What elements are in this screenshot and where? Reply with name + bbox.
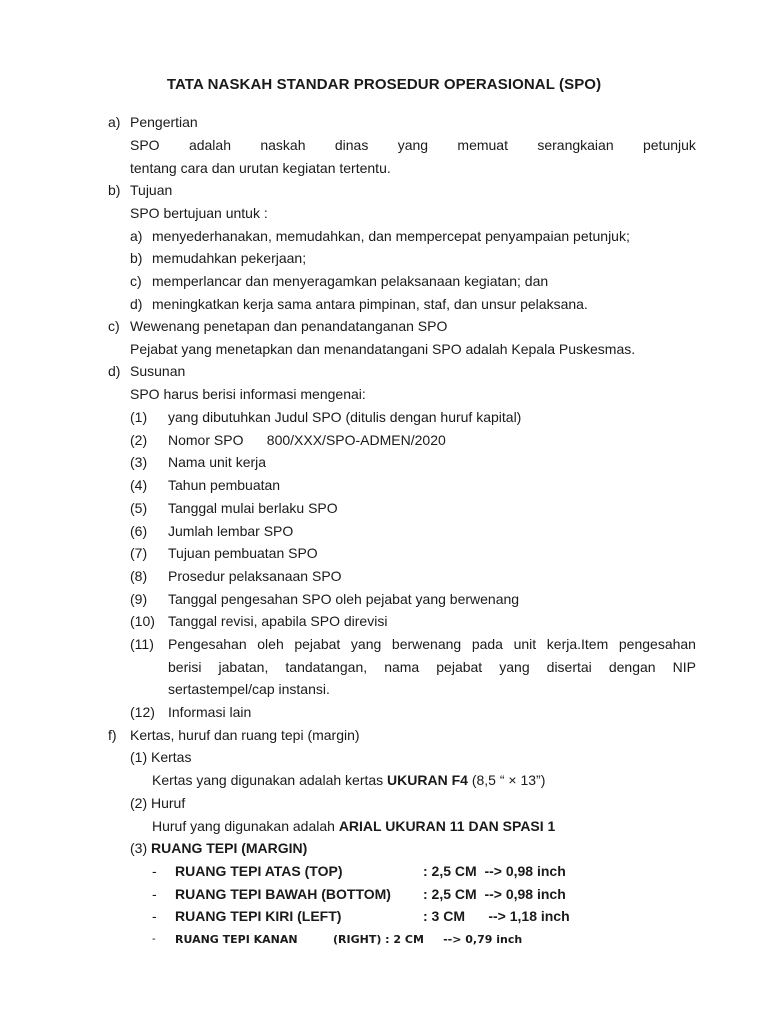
list-item-marker: (8) [130, 568, 148, 584]
word: pengesahan [618, 636, 696, 652]
word: unit [513, 636, 537, 652]
margin-value: (RIGHT) : 2 CM --> 0,79 inch [333, 933, 523, 946]
list-item-marker: (10) [130, 613, 155, 629]
list-item-text: Jumlah lembar SPO [168, 523, 294, 539]
font-spec: ARIAL UKURAN 11 DAN SPASI 1 [338, 818, 556, 834]
section-f-heading: Kertas, huruf dan ruang tepi (margin) [130, 727, 360, 743]
word: dinas [334, 137, 369, 153]
word: naskah [260, 137, 306, 153]
word: adalah [188, 137, 231, 153]
kertas-label: (1) Kertas [130, 749, 192, 765]
section-c-marker: c) [108, 318, 120, 334]
list-item-text: Tanggal mulai berlaku SPO [168, 500, 338, 516]
list-item-text: Tanggal revisi, apabila SPO direvisi [168, 613, 388, 629]
list-item-marker: (4) [130, 477, 148, 493]
list-item-text: meningkatkan kerja sama antara pimpinan, staf, dan unsur pelaksana. [152, 296, 588, 312]
section-c-text: Pejabat yang menetapkan dan menandatangani SPO adalah Kepala Puskesmas. [130, 341, 636, 357]
margin-value: : 2,5 CM --> 0,98 inch [423, 863, 566, 879]
text: (8,5 “ × 13”) [467, 772, 546, 788]
section-d-heading: Susunan [130, 363, 186, 379]
word: yang [350, 636, 382, 652]
kertas-text [152, 772, 545, 789]
section-c-heading: Wewenang penetapan dan penandatanganan SPO [130, 318, 448, 334]
list-item-text: Nomor SPO 800/XXX/SPO-ADMEN/2020 [168, 432, 446, 448]
word: memuat [457, 137, 508, 153]
word: pada [471, 636, 503, 652]
section-d-intro: SPO harus berisi informasi mengenai: [130, 386, 366, 402]
paper-size: UKURAN F4 [387, 772, 468, 788]
margin-name: RUANG TEPI KANAN [175, 933, 298, 946]
list-item-marker: c) [130, 273, 142, 289]
list-item-marker: (3) [130, 454, 148, 470]
list-item-text: Tanggal pengesahan SPO oleh pejabat yang berwenang [168, 591, 520, 607]
list-item-text: Nama unit kerja [168, 454, 267, 470]
text: (3) [130, 840, 151, 856]
list-item-marker: d) [130, 296, 143, 312]
word: jabatan, [218, 659, 269, 675]
list-item-text: Prosedur pelaksanaan SPO [168, 568, 342, 584]
section-f-marker: f) [108, 727, 117, 743]
word: pejabat [436, 659, 483, 675]
dash: - [152, 933, 156, 945]
ruang-label [130, 840, 307, 857]
list-item-marker: (6) [130, 523, 148, 539]
section-a-marker: a) [108, 114, 121, 130]
list-item-text: Tahun pembuatan [168, 477, 281, 493]
section-a-line1 [130, 137, 696, 154]
list-item-text: memudahkan pekerjaan; [152, 250, 307, 266]
word: nama [384, 659, 420, 675]
list-item-text: menyederhanakan, memudahkan, dan mempercepat penyampaian petunjuk; [152, 228, 630, 244]
list-item-marker: (11) [130, 636, 154, 652]
dash: - [152, 886, 157, 902]
word: dengan [608, 659, 656, 675]
section-b-marker: b) [108, 182, 121, 198]
huruf-text [152, 818, 555, 835]
word: Pengesahan [168, 636, 247, 652]
margin-name: RUANG TEPI BAWAH (BOTTOM) [175, 886, 391, 902]
text: Kertas yang digunakan adalah kertas [152, 772, 388, 788]
section-a-heading: Pengertian [130, 114, 198, 130]
section-d-marker: d) [108, 363, 121, 379]
list-item-marker: (9) [130, 591, 148, 607]
list-item-marker: (7) [130, 545, 148, 561]
page-title: TATA NASKAH STANDAR PROSEDUR OPERASIONAL (SPO) [166, 76, 602, 93]
word: pejabat [294, 636, 341, 652]
margin-name: RUANG TEPI KIRI (LEFT) [175, 908, 342, 924]
list-item-marker: (2) [130, 432, 148, 448]
word: disertai [546, 659, 592, 675]
word: yang [499, 659, 530, 675]
section-b-heading: Tujuan [130, 182, 173, 198]
word: yang [397, 137, 429, 153]
word: petunjuk [642, 137, 696, 153]
word: berwenang [391, 636, 462, 652]
list-item-marker: (12) [130, 704, 155, 720]
text: Huruf yang digunakan adalah [152, 818, 339, 834]
margin-value: : 3 CM --> 1,18 inch [423, 908, 570, 924]
dash: - [152, 863, 157, 879]
margin-name: RUANG TEPI ATAS (TOP) [175, 863, 343, 879]
word: oleh [257, 636, 284, 652]
item11-line1 [168, 636, 696, 653]
list-item-marker: a) [130, 228, 143, 244]
list-item-text: Tujuan pembuatan SPO [168, 545, 318, 561]
section-a-line2: tentang cara dan urutan kegiatan tertentu. [130, 160, 391, 176]
list-item-marker: (5) [130, 500, 148, 516]
word: serangkaian [537, 137, 614, 153]
word: tandatangan, [285, 659, 368, 675]
list-item-text: Informasi lain [168, 704, 252, 720]
word: SPO [130, 137, 160, 153]
huruf-label: (2) Huruf [130, 795, 186, 811]
list-item-marker: b) [130, 250, 143, 266]
margin-heading: RUANG TEPI (MARGIN) [151, 840, 308, 856]
word: kerja.Item [546, 636, 609, 652]
word: NIP [672, 659, 696, 675]
item11-line3: sertastempel/cap instansi. [168, 681, 330, 697]
list-item-marker: (1) [130, 409, 148, 425]
list-item-text: memperlancar dan menyeragamkan pelaksanaan kegiatan; dan [152, 273, 549, 289]
section-b-intro: SPO bertujuan untuk : [130, 205, 268, 221]
list-item-text: yang dibutuhkan Judul SPO (ditulis dengan huruf kapital) [168, 409, 522, 425]
dash: - [152, 908, 157, 924]
item11-line2 [168, 659, 696, 676]
margin-value: : 2,5 CM --> 0,98 inch [423, 886, 566, 902]
word: berisi [168, 659, 202, 675]
